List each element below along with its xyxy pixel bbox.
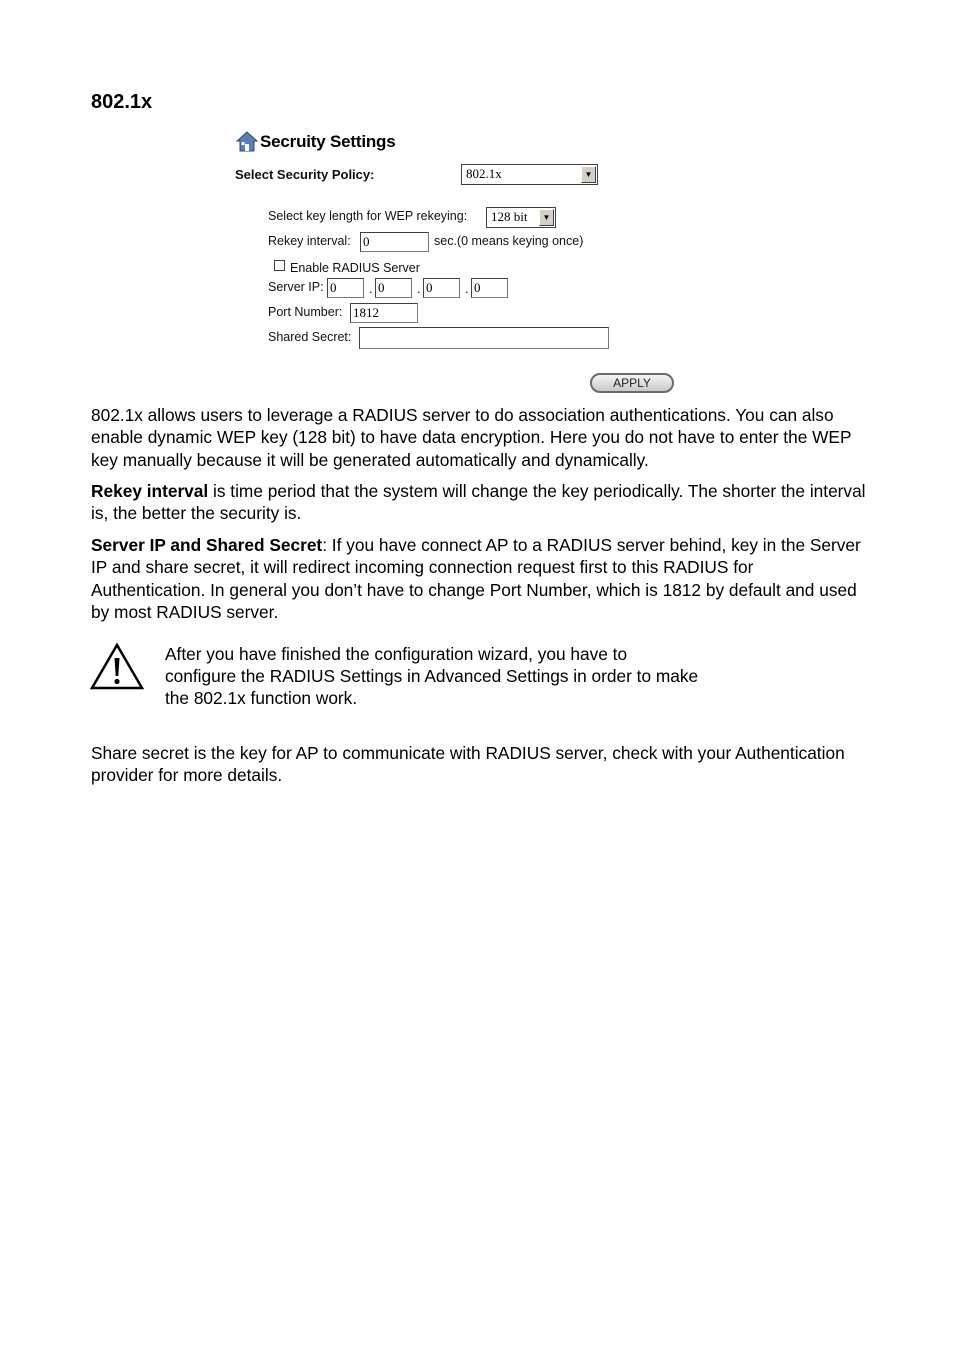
- note-line: configure the RADIUS Settings in Advanced Settings in order to make: [165, 666, 699, 686]
- rekey-label: Rekey interval:: [268, 234, 351, 248]
- policy-select[interactable]: [461, 164, 598, 185]
- wep-label: Select key length for WEP rekeying:: [268, 209, 468, 223]
- ip-separator: .: [465, 281, 469, 296]
- note-line: After you have finished the configuration wizard, you have to: [165, 644, 628, 664]
- rekey-input[interactable]: 0: [360, 232, 429, 252]
- intro-paragraph: 802.1x allows users to leverage a RADIUS server to do association authentications. You can also enable dynamic WEP key (128 bit) to have data encryption. Here you do not have to enter the WEP key manually because it will be generated automatically and dynamically.: [91, 405, 852, 470]
- radius-checkbox[interactable]: [274, 260, 285, 271]
- policy-label: Select Security Policy:: [235, 167, 375, 182]
- rekey-term: Rekey interval: [91, 481, 209, 501]
- wep-select[interactable]: [486, 207, 556, 228]
- section-heading: 802.1x: [91, 91, 153, 113]
- share-secret-paragraph: Share secret is the key for AP to communicate with RADIUS server, check with your Authentication provider for more details.: [91, 743, 845, 786]
- security-settings-panel: [232, 127, 720, 397]
- server-ip-octet-3[interactable]: 0: [423, 278, 460, 298]
- chevron-down-icon[interactable]: ▼: [581, 166, 596, 183]
- configuration-note: [165, 643, 805, 709]
- port-input[interactable]: 1812: [350, 303, 418, 323]
- home-icon: [236, 131, 258, 153]
- server-term: Server IP and Shared Secret: [91, 535, 323, 555]
- note-line: the 802.1x function work.: [165, 688, 358, 708]
- secret-label: Shared Secret:: [268, 330, 352, 344]
- server-ip-label: Server IP:: [268, 280, 324, 294]
- server-paragraph: [91, 534, 871, 623]
- port-label: Port Number:: [268, 305, 343, 319]
- panel-title: [236, 129, 395, 155]
- rekey-description: is time period that the system will change the key periodically. The shorter the interval is, the better the security is.: [91, 481, 866, 524]
- apply-button[interactable]: APPLY: [590, 373, 674, 393]
- secret-input[interactable]: [359, 327, 609, 349]
- rekey-note: sec.(0 means keying once): [434, 234, 584, 248]
- server-description: : If you have connect AP to a RADIUS server behind, key in the Server IP and share secret, it will redirect incoming connection request first to this RADIUS for Authentication. In general you don’t have to change Port Number, which is 1812 by default and used by most RADIUS server.: [91, 535, 861, 622]
- ip-separator: .: [417, 281, 421, 296]
- server-ip-octet-4[interactable]: 0: [471, 278, 508, 298]
- panel-title-text: Secruity Settings: [260, 132, 396, 151]
- chevron-down-icon[interactable]: ▼: [539, 209, 554, 226]
- radius-checkbox-label: Enable RADIUS Server: [290, 261, 420, 275]
- wep-select-value: 128 bit: [491, 209, 528, 224]
- server-ip-octet-2[interactable]: 0: [375, 278, 412, 298]
- server-ip-octet-1[interactable]: 0: [327, 278, 364, 298]
- warning-icon: [90, 642, 144, 690]
- policy-select-value: 802.1x: [466, 166, 502, 181]
- rekey-paragraph: [91, 480, 871, 525]
- ip-separator: .: [369, 281, 373, 296]
